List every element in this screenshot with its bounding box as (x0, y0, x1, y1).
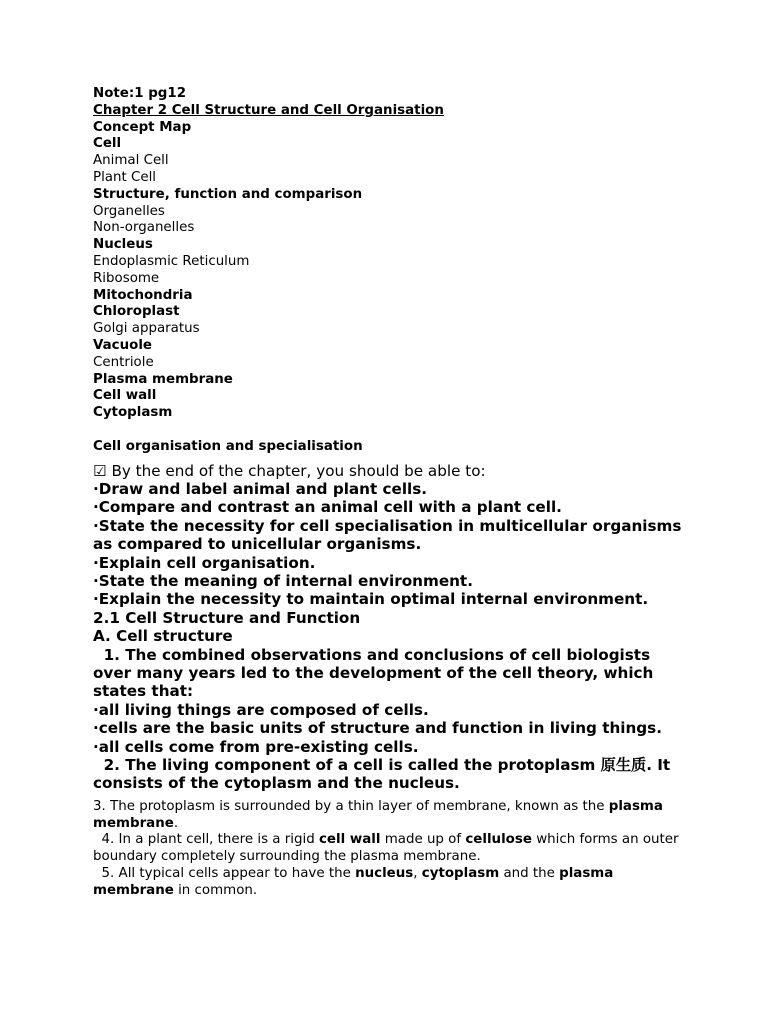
objectives-intro: ☑ By the end of the chapter, you should be able to: (93, 461, 486, 480)
objectives-list (93, 480, 693, 609)
point-4-term-cell-wall: cell wall (318, 832, 381, 848)
concept-map-item: Non-organelles (93, 220, 195, 236)
section-subtitle: A. Cell structure (93, 627, 233, 646)
concept-map-items (93, 136, 693, 422)
point-3-end: . (173, 815, 179, 831)
point-5-term-nucleus: nucleus (355, 866, 414, 882)
chapter-title: Chapter 2 Cell Structure and Cell Organisation (93, 102, 444, 118)
section-title: 2.1 Cell Structure and Function (93, 608, 361, 627)
cell-theory-item: ·all living things are composed of cells. (93, 700, 429, 719)
point-1: 1. The combined observations and conclusions of cell biologists over many years led to the development of the cell theory, which states that: (93, 645, 659, 701)
points-block (93, 799, 693, 900)
concept-map-item: Vacuole (93, 337, 153, 353)
concept-map-item: Plasma membrane (93, 371, 233, 387)
concept-map-item: Cell wall (93, 388, 157, 404)
concept-map-item: Ribosome (93, 270, 160, 286)
objective-item: ·Compare and contrast an animal cell with a plant cell. (93, 498, 562, 517)
concept-map-item: Chloroplast (93, 304, 180, 320)
concept-map-item: Animal Cell (93, 153, 169, 169)
concept-map-item: Cell (93, 136, 122, 152)
point-5-sep: , (413, 866, 422, 882)
concept-map-item: Plant Cell (93, 169, 157, 185)
point-3-text: 3. The protoplasm is surrounded by a thin layer of membrane, known as the (93, 798, 609, 814)
point-2: 2. The living component of a cell is called the protoplasm 原生质. It consists of the cytoplasm and the nucleus. (93, 756, 676, 793)
point-4-text: 4. In a plant cell, there is a rigid (93, 832, 319, 848)
concept-map-heading: Concept Map (93, 119, 192, 135)
note-line: Note:1 pg12 (93, 86, 187, 101)
cell-theory-item: ·all cells come from pre-existing cells. (93, 737, 419, 756)
point-3-term: plasma membrane (93, 798, 663, 831)
point-5-term-cytoplasm: cytoplasm (421, 866, 500, 882)
cell-theory-list (93, 701, 693, 756)
concept-map-item: Nucleus (93, 237, 153, 253)
section-heading: Cell organisation and specialisation (93, 438, 363, 454)
objective-item: ·Explain cell organisation. (93, 553, 316, 572)
document-body (93, 86, 693, 900)
point-5-text: 5. All typical cells appear to have the (93, 866, 356, 882)
point-4-term-cellulose: cellulose (465, 832, 532, 848)
point-5 (93, 866, 693, 900)
point-4 (93, 832, 693, 866)
point-4-text-2: made up of (380, 832, 466, 848)
concept-map-item: Endoplasmic Reticulum (93, 253, 250, 269)
concept-map-item: Cytoplasm (93, 405, 173, 421)
blank-line (93, 422, 693, 439)
point-5-term-plasma-membrane: plasma membrane (93, 866, 618, 898)
concept-map-item: Structure, function and comparison (93, 186, 363, 202)
concept-map-item: Centriole (93, 354, 154, 370)
point-5-text-2: and the (499, 866, 560, 882)
concept-map-item: Golgi apparatus (93, 321, 200, 337)
objective-item: ·State the necessity for cell specialisation in multicellular organisms as compared to unicellular organisms. (93, 516, 682, 554)
concept-map-item: Mitochondria (93, 287, 193, 303)
point-3 (93, 799, 693, 833)
concept-map-item: Organelles (93, 203, 165, 219)
objectives-block (93, 462, 693, 793)
cell-theory-item: ·cells are the basic units of structure and function in living things. (93, 719, 662, 738)
concept-map-block (93, 86, 693, 456)
point-5-end: in common. (173, 882, 258, 898)
objective-item: ·Explain the necessity to maintain optimal internal environment. (93, 590, 649, 609)
point-4-text-3: which forms an outer boundary completely surrounding the plasma membrane. (93, 832, 683, 865)
objective-item: ·Draw and label animal and plant cells. (93, 479, 428, 498)
objective-item: ·State the meaning of internal environment. (93, 571, 473, 590)
